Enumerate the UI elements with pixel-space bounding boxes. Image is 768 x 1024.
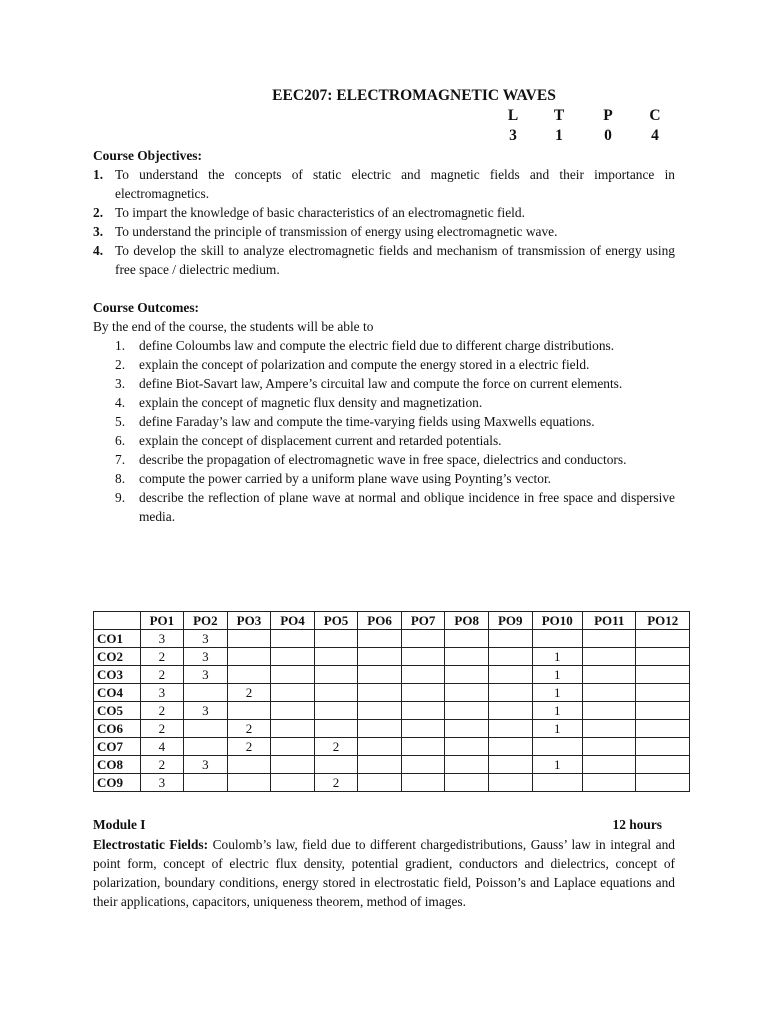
table-cell: 2	[227, 720, 271, 738]
table-row	[94, 684, 690, 702]
table-cell	[184, 738, 228, 756]
table-cell	[358, 756, 402, 774]
table-cell	[271, 630, 315, 648]
module-heading	[93, 815, 662, 834]
table-cell: 3	[140, 630, 184, 648]
table-cell: 1	[532, 756, 583, 774]
table-cell	[314, 684, 358, 702]
list-item	[93, 488, 675, 526]
table-header-cell: PO7	[401, 612, 445, 630]
table-cell	[445, 630, 489, 648]
table-cell	[227, 666, 271, 684]
ltpc-label-l: L	[507, 107, 519, 124]
table-cell	[445, 774, 489, 792]
table-cell	[636, 774, 690, 792]
table-cell	[445, 702, 489, 720]
table-cell	[583, 630, 636, 648]
table-cell	[227, 756, 271, 774]
row-header-cell: CO5	[94, 702, 141, 720]
item-number: 5.	[115, 414, 126, 429]
table-cell	[271, 648, 315, 666]
item-number: 6.	[115, 433, 126, 448]
table-row	[94, 648, 690, 666]
objectives-list	[93, 165, 675, 279]
module-description	[93, 835, 675, 911]
table-cell: 3	[140, 774, 184, 792]
table-header-cell: PO6	[358, 612, 402, 630]
table-cell	[358, 666, 402, 684]
table-cell	[583, 720, 636, 738]
table-cell	[445, 756, 489, 774]
table-header-cell: PO4	[271, 612, 315, 630]
module-hours: 12 hours	[612, 817, 662, 832]
row-header-cell: CO6	[94, 720, 141, 738]
table-cell	[314, 666, 358, 684]
table-cell: 3	[184, 756, 228, 774]
table-cell	[636, 702, 690, 720]
list-item	[93, 355, 675, 374]
table-cell: 1	[532, 702, 583, 720]
table-header-cell: PO9	[488, 612, 532, 630]
table-cell: 1	[532, 684, 583, 702]
table-cell	[636, 630, 690, 648]
table-cell	[488, 738, 532, 756]
list-item	[93, 222, 675, 241]
item-number: 8.	[115, 471, 126, 486]
table-header-cell	[94, 612, 141, 630]
table-cell	[532, 630, 583, 648]
item-number: 1.	[93, 167, 104, 182]
table-cell	[358, 684, 402, 702]
table-cell: 3	[184, 648, 228, 666]
table-cell	[488, 774, 532, 792]
table-cell	[358, 720, 402, 738]
table-cell	[636, 648, 690, 666]
table-cell	[227, 774, 271, 792]
table-cell	[227, 702, 271, 720]
ltpc-label-p: P	[603, 107, 613, 124]
row-header-cell: CO4	[94, 684, 141, 702]
table-cell	[583, 648, 636, 666]
table-cell	[583, 756, 636, 774]
ltpc-value-p: 0	[604, 127, 612, 144]
table-cell	[445, 666, 489, 684]
table-cell: 2	[140, 702, 184, 720]
table-cell: 2	[314, 738, 358, 756]
item-number: 1.	[115, 338, 126, 353]
table-cell	[401, 756, 445, 774]
outcomes-list	[93, 336, 675, 526]
table-cell: 2	[227, 684, 271, 702]
item-text: To develop the skill to analyze electromagnetic fields and mechanism of transmission of energy using free space / dielectric medium.	[115, 243, 675, 277]
table-cell	[583, 738, 636, 756]
table-cell	[445, 720, 489, 738]
table-cell: 3	[184, 630, 228, 648]
table-cell	[636, 684, 690, 702]
objectives-heading: Course Objectives:	[93, 148, 202, 163]
list-item	[93, 450, 675, 469]
table-cell	[401, 702, 445, 720]
table-cell	[314, 648, 358, 666]
ltpc-label-c: C	[649, 107, 661, 124]
outcomes-intro: By the end of the course, the students will be able to	[93, 319, 374, 334]
table-cell: 2	[140, 720, 184, 738]
table-cell	[583, 774, 636, 792]
table-cell	[445, 648, 489, 666]
row-header-cell: CO7	[94, 738, 141, 756]
list-item	[93, 412, 675, 431]
module-name: Module I	[93, 817, 146, 832]
list-item	[93, 336, 675, 355]
ltpc-label-t: T	[553, 107, 565, 124]
table-cell: 2	[314, 774, 358, 792]
table-cell	[271, 684, 315, 702]
table-cell	[401, 774, 445, 792]
table-cell	[358, 702, 402, 720]
table-cell	[532, 738, 583, 756]
table-cell	[636, 738, 690, 756]
table-row	[94, 702, 690, 720]
item-number: 7.	[115, 452, 126, 467]
item-text: describe the propagation of electromagnetic wave in free space, dielectrics and conductors.	[139, 452, 627, 467]
item-text: describe the reflection of plane wave at normal and oblique incidence in free space and dispersive media.	[139, 490, 675, 524]
list-item	[93, 469, 675, 488]
list-item	[93, 165, 675, 203]
table-cell: 1	[532, 666, 583, 684]
row-header-cell: CO1	[94, 630, 141, 648]
item-text: explain the concept of displacement current and retarded potentials.	[139, 433, 502, 448]
table-header-cell: PO10	[532, 612, 583, 630]
table-cell	[583, 666, 636, 684]
row-header-cell: CO2	[94, 648, 141, 666]
table-cell: 2	[140, 756, 184, 774]
table-cell	[583, 684, 636, 702]
table-header-cell: PO3	[227, 612, 271, 630]
table-cell	[227, 630, 271, 648]
list-item	[93, 241, 675, 279]
table-header-cell: PO11	[583, 612, 636, 630]
row-header-cell: CO8	[94, 756, 141, 774]
list-item	[93, 203, 675, 222]
list-item	[93, 374, 675, 393]
ltpc-value-l: 3	[509, 127, 517, 144]
item-number: 3.	[93, 224, 104, 239]
table-cell	[271, 702, 315, 720]
table-cell	[636, 720, 690, 738]
table-cell	[271, 738, 315, 756]
table-row	[94, 630, 690, 648]
table-cell	[358, 630, 402, 648]
table-cell	[488, 702, 532, 720]
item-text: define Coloumbs law and compute the electric field due to different charge distributions.	[139, 338, 615, 353]
item-text: explain the concept of polarization and compute the energy stored in a electric field.	[139, 357, 590, 372]
table-cell	[445, 738, 489, 756]
table-row	[94, 756, 690, 774]
item-text: define Biot-Savart law, Ampere’s circuital law and compute the force on current elements.	[139, 376, 623, 391]
table-header-cell: PO2	[184, 612, 228, 630]
item-number: 3.	[115, 376, 126, 391]
ltpc-value-c: 4	[651, 127, 659, 144]
co-po-mapping-table	[93, 611, 690, 792]
table-cell	[314, 720, 358, 738]
table-cell	[488, 720, 532, 738]
table-body	[94, 630, 690, 792]
table-header-cell: PO1	[140, 612, 184, 630]
module-text: Coulomb’s law, field due to different chargedistributions, Gauss’ law in integral and point form, concept of electric flux density, potential gradient, conductors and dielectrics, concept of polarization, boundary conditions, energy stored in electrostatic field, Poisson’s and Laplace equations and their applications, capacitors, uniqueness theorem, method of images.	[93, 837, 675, 909]
table-cell	[314, 630, 358, 648]
table-cell	[488, 756, 532, 774]
item-text: To understand the principle of transmission of energy using electromagnetic wave.	[115, 224, 558, 239]
list-item	[93, 431, 675, 450]
table-cell: 2	[227, 738, 271, 756]
table-cell	[401, 666, 445, 684]
row-header-cell: CO9	[94, 774, 141, 792]
table-header-cell: PO12	[636, 612, 690, 630]
table-cell	[488, 666, 532, 684]
table-cell: 2	[140, 648, 184, 666]
item-text: To understand the concepts of static electric and magnetic fields and their importance in electromagnetics.	[115, 167, 675, 201]
table-cell: 3	[184, 666, 228, 684]
item-text: define Faraday’s law and compute the time-varying fields using Maxwells equations.	[139, 414, 595, 429]
item-text: compute the power carried by a uniform plane wave using Poynting’s vector.	[139, 471, 552, 486]
table-cell	[271, 720, 315, 738]
table-cell	[184, 774, 228, 792]
table-cell	[184, 720, 228, 738]
item-number: 2.	[93, 205, 104, 220]
syllabus-page	[93, 86, 675, 526]
course-title: EEC207: ELECTROMAGNETIC WAVES	[272, 87, 556, 104]
table-header-cell: PO8	[445, 612, 489, 630]
table-cell: 2	[140, 666, 184, 684]
item-number: 4.	[115, 395, 126, 410]
table-cell	[636, 666, 690, 684]
module-topic: Electrostatic Fields:	[93, 837, 209, 852]
table-header-row	[94, 612, 690, 630]
table-row	[94, 738, 690, 756]
table-cell	[401, 720, 445, 738]
table-cell: 1	[532, 648, 583, 666]
table-cell: 3	[140, 684, 184, 702]
item-number: 4.	[93, 243, 104, 258]
table-cell	[636, 756, 690, 774]
table-header-cell: PO5	[314, 612, 358, 630]
table-cell	[401, 648, 445, 666]
table-row	[94, 720, 690, 738]
table-cell	[401, 738, 445, 756]
table-cell	[488, 648, 532, 666]
table-cell	[401, 630, 445, 648]
list-item	[93, 393, 675, 412]
table-cell	[271, 756, 315, 774]
table-cell	[271, 774, 315, 792]
table-row	[94, 774, 690, 792]
table-cell	[358, 648, 402, 666]
table-cell: 1	[532, 720, 583, 738]
table-cell	[488, 684, 532, 702]
table-cell: 3	[184, 702, 228, 720]
table-cell	[314, 702, 358, 720]
ltpc-value-t: 1	[555, 127, 563, 144]
table-cell	[314, 756, 358, 774]
outcomes-heading: Course Outcomes:	[93, 300, 199, 315]
table-cell	[583, 702, 636, 720]
table-cell	[445, 684, 489, 702]
table-cell	[227, 648, 271, 666]
item-number: 9.	[115, 490, 126, 505]
table-row	[94, 666, 690, 684]
table-cell	[271, 666, 315, 684]
table-cell	[401, 684, 445, 702]
item-number: 2.	[115, 357, 126, 372]
ltpc-block	[93, 106, 675, 146]
item-text: To impart the knowledge of basic characteristics of an electromagnetic field.	[115, 205, 525, 220]
table-cell	[184, 684, 228, 702]
row-header-cell: CO3	[94, 666, 141, 684]
item-text: explain the concept of magnetic flux density and magnetization.	[139, 395, 483, 410]
table-cell	[358, 738, 402, 756]
table-cell: 4	[140, 738, 184, 756]
table-cell	[488, 630, 532, 648]
table-cell	[358, 774, 402, 792]
table-cell	[532, 774, 583, 792]
